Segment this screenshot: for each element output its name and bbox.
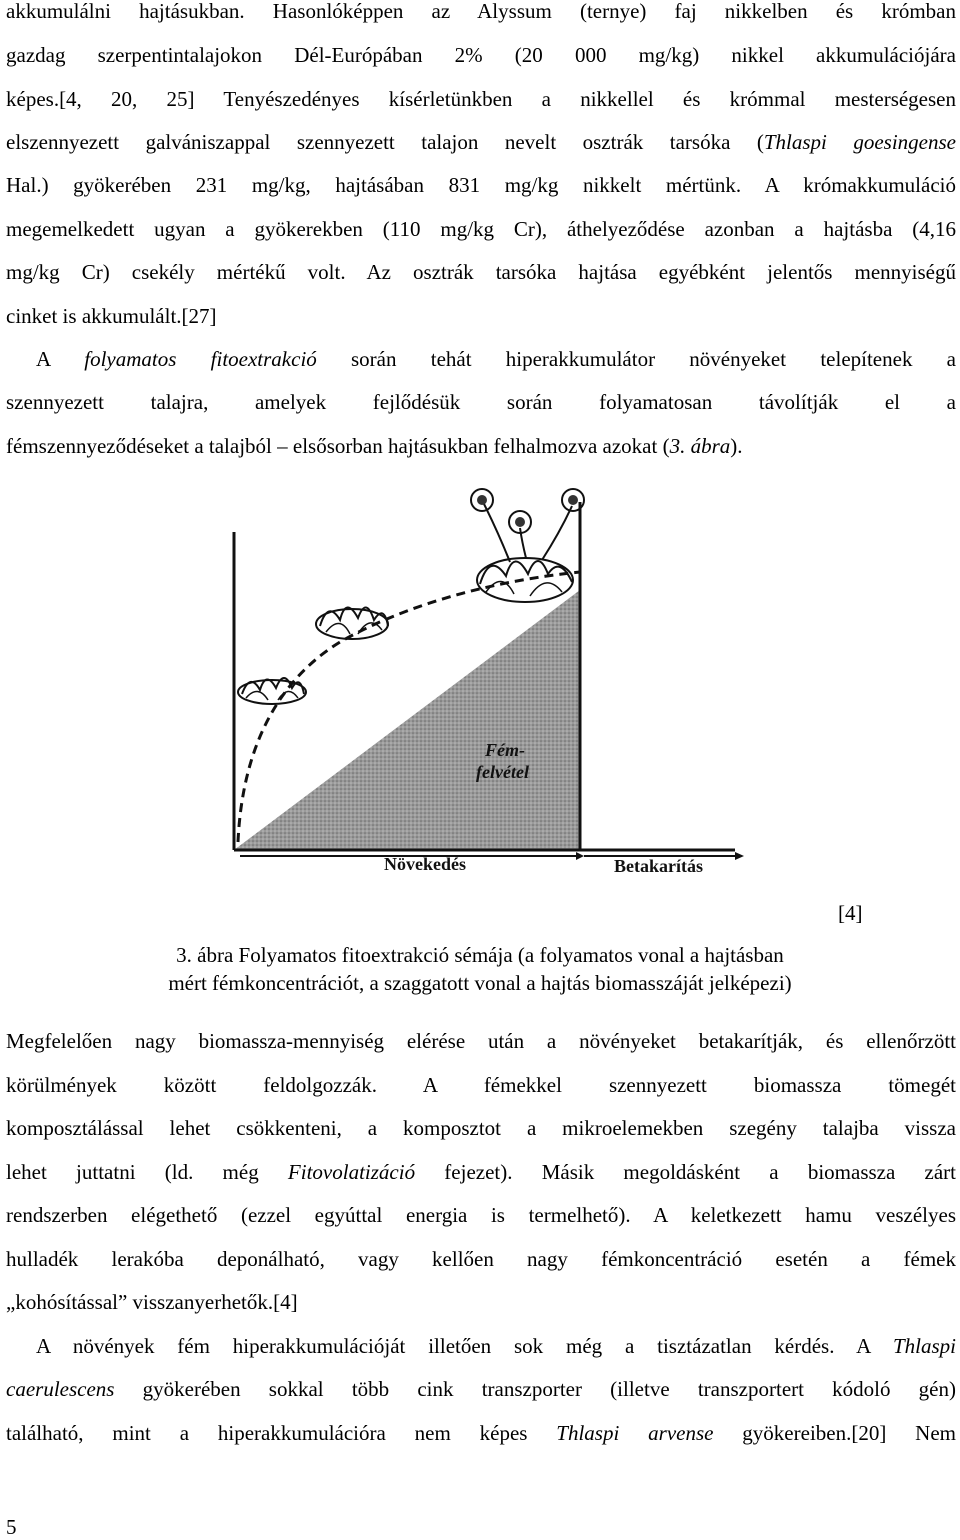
text-line: A növények fém hiperakkumulációját illetően sok még a tisztázatlan kérdés. A Thlaspi <box>36 1334 956 1358</box>
text-line: található, mint a hiperakkumulációra nem képes Thlaspi arvense gyökereiben.[20] Nem <box>6 1421 956 1445</box>
text-line: szennyezett talajra, amelyek fejlődésük során folyamatosan távolítják el a <box>6 390 956 414</box>
text-line: komposztálással lehet csökkenteni, a komposztot a mikroelemekben szegény talajba vissza <box>6 1116 956 1140</box>
metal-uptake-label-2: felvétel <box>476 762 529 782</box>
page-number: 5 <box>6 1515 17 1539</box>
text-line: rendszerben elégethető (ezzel egyúttal energia is termelhető). A keletkezett hamu veszélyes <box>6 1203 956 1227</box>
text-line: caerulescens gyökerében sokkal több cink transzporter (illetve transzportert kódoló gén) <box>6 1377 956 1401</box>
text-line: akkumulálni hajtásukban. Hasonlóképpen az Alyssum (ternye) faj nikkelben és krómban <box>6 0 956 23</box>
text-line: gazdag szerpentintalajokon Dél-Európában 2% (20 000 mg/kg) nikkel akkumulációjára <box>6 43 956 67</box>
phytoextraction-figure <box>180 472 780 884</box>
small-plant-icon <box>238 678 306 704</box>
metal-uptake-area <box>234 590 580 850</box>
figure-caption: mért fémkoncentrációt, a szaggatott vonal a hajtás biomasszáját jelképezi) <box>168 971 792 995</box>
text-line: cinket is akkumulált.[27] <box>6 304 217 328</box>
text-line: Megfelelően nagy biomassza-mennyiség elérése után a növényeket betakarítják, és ellenőrzött <box>6 1029 956 1053</box>
figure-reference: [4] <box>838 901 863 925</box>
text-line: lehet juttatni (ld. még Fitovolatizáció fejezet). Másik megoldásként a biomassza zárt <box>6 1160 956 1184</box>
text-line: Hal.) gyökerében 231 mg/kg, hajtásában 831 mg/kg nikkelt mértünk. A krómakkumuláció <box>6 173 956 197</box>
metal-uptake-label: Fém- <box>485 740 525 760</box>
growth-label: Növekedés <box>384 854 466 874</box>
text-line: megemelkedett ugyan a gyökerekben (110 mg/kg Cr), áthelyeződése azonban a hajtásba (4,16 <box>6 217 956 241</box>
text-line: elszennyezett galvániszappal szennyezett talajon nevelt osztrák tarsóka (Thlaspi goesingense <box>6 130 956 154</box>
text-line: hulladék lerakóba deponálható, vagy kellően nagy fémkoncentráció esetén a fémek <box>6 1247 956 1271</box>
text-line: „kohósítással” visszanyerhetők.[4] <box>6 1290 298 1314</box>
text-line: körülmények között feldolgozzák. A fémekkel szennyezett biomassza tömegét <box>6 1073 956 1097</box>
text-line: képes.[4, 20, 25] Tenyészedényes kísérletünkben a nikkellel és krómmal mesterségesen <box>6 87 956 111</box>
text-line: mg/kg Cr) csekély mértékű volt. Az osztrák tarsóka hajtása egyébként jelentős mennyiségű <box>6 260 956 284</box>
text-line: A folyamatos fitoextrakció során tehát hiperakkumulátor növényeket telepítenek a <box>36 347 956 371</box>
harvest-label: Betakarítás <box>614 856 703 876</box>
flowering-plant-icon <box>471 489 584 602</box>
text-line: fémszennyeződéseket a talajból – elsősorban hajtásukban felhalmozva azokat (3. ábra). <box>6 434 743 458</box>
figure-caption: 3. ábra Folyamatos fitoextrakció sémája (a folyamatos vonal a hajtásban <box>176 943 784 967</box>
